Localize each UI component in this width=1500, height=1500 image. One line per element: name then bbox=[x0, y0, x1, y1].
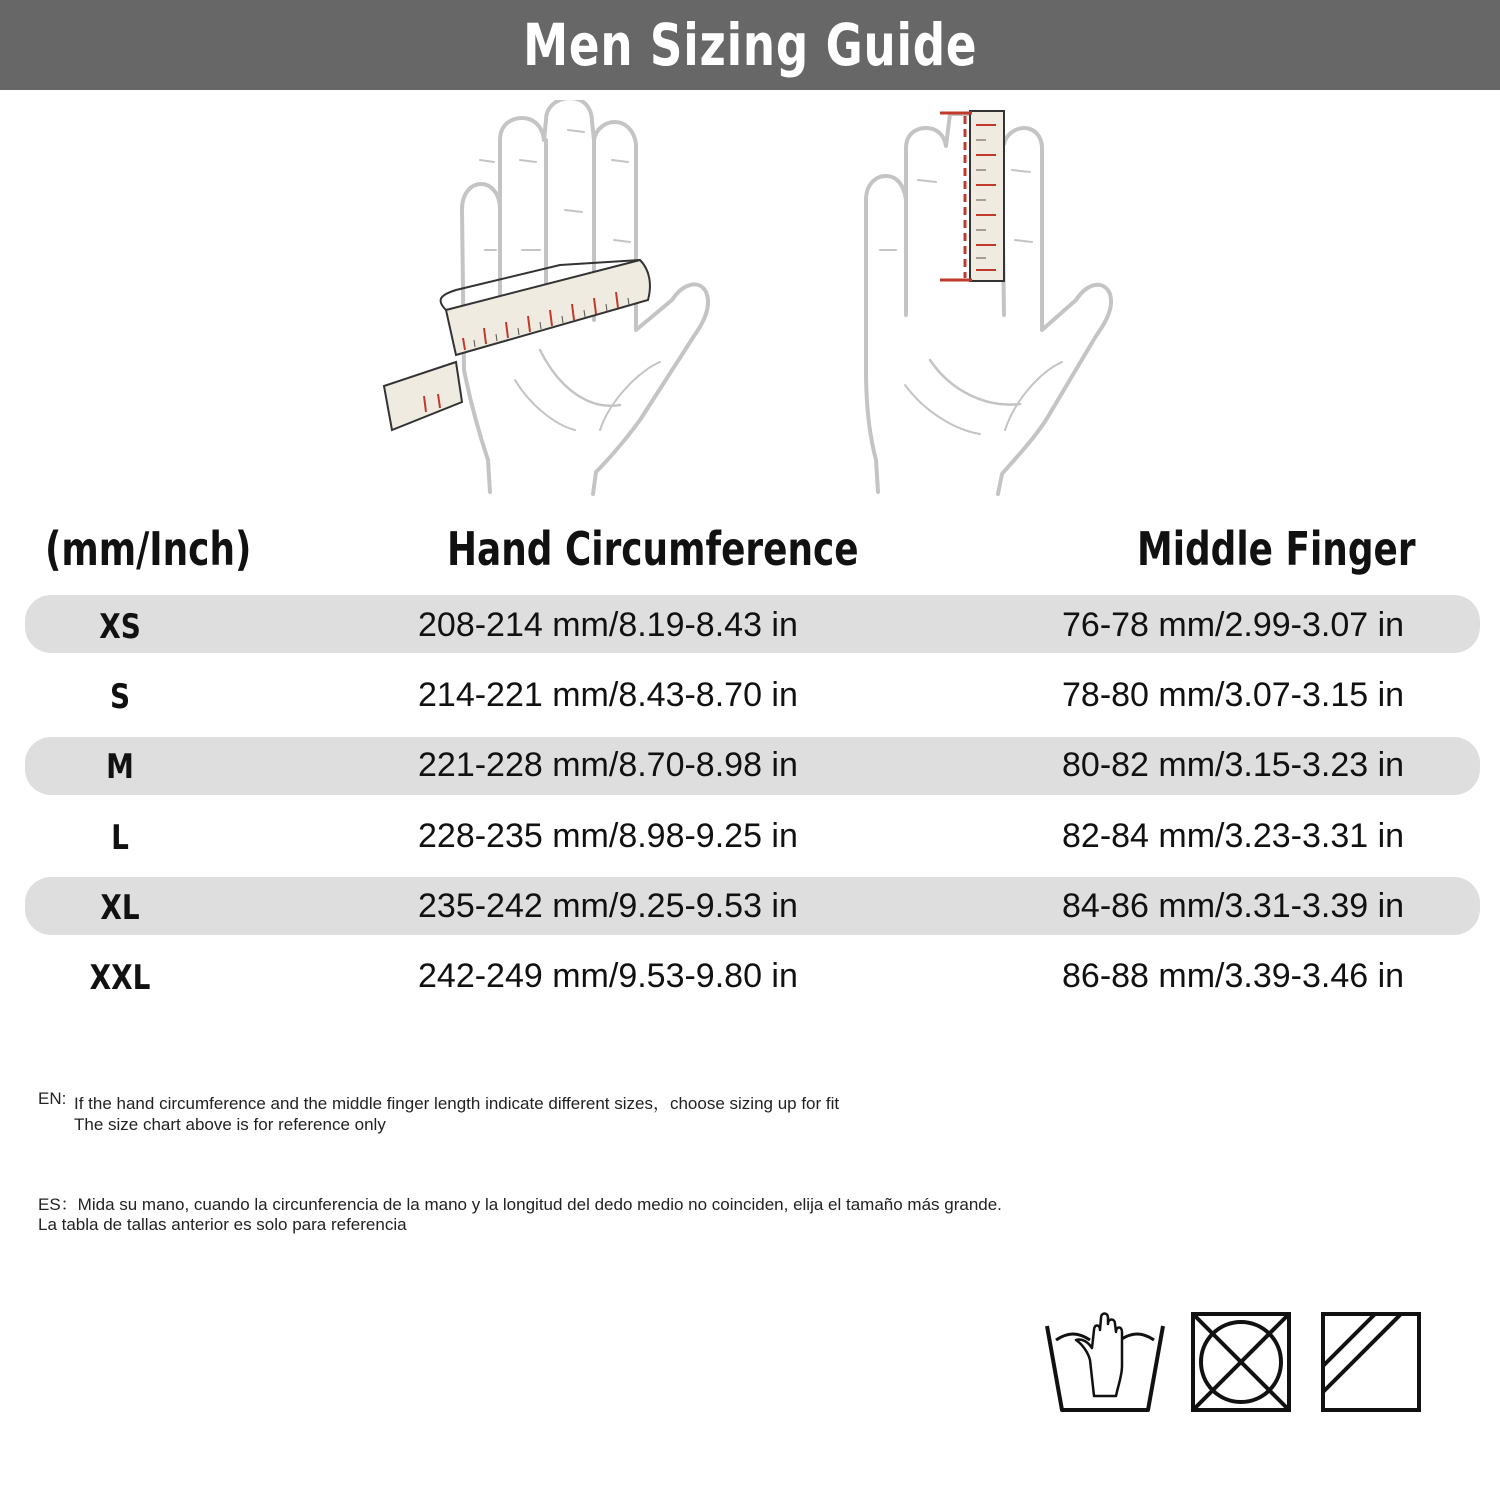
middle-finger-value: 76-78 mm/2.99-3.07 in bbox=[1062, 606, 1405, 644]
hand-circumference-value: 208-214 mm/8.19-8.43 in bbox=[418, 606, 798, 644]
hand-circumference-value: 242-249 mm/9.53-9.80 in bbox=[418, 957, 798, 995]
note-en-line2: The size chart above is for reference only bbox=[74, 1115, 386, 1134]
size-label: XL bbox=[100, 888, 140, 928]
ruler-middle-finger bbox=[940, 111, 1004, 281]
middle-finger-value: 80-82 mm/3.15-3.23 in bbox=[1062, 746, 1405, 784]
hand-circumference-value: 221-228 mm/8.70-8.98 in bbox=[418, 746, 798, 784]
measurement-illustration bbox=[0, 100, 1500, 510]
column-header-middle-finger: Middle Finger bbox=[1137, 522, 1416, 576]
note-en-line1: If the hand circumference and the middle finger length indicate different sizes，choose sizing up for fit bbox=[74, 1094, 840, 1113]
size-label: XS bbox=[99, 607, 141, 647]
hand-circumference-value: 214-221 mm/8.43-8.70 in bbox=[418, 676, 798, 714]
size-label: S bbox=[109, 677, 131, 717]
hand-circumference-value: 235-242 mm/9.25-9.53 in bbox=[418, 887, 798, 925]
middle-finger-value: 86-88 mm/3.39-3.46 in bbox=[1062, 957, 1405, 995]
note-en-prefix: EN: bbox=[38, 1089, 67, 1108]
middle-finger-value: 78-80 mm/3.07-3.15 in bbox=[1062, 676, 1405, 714]
size-label: M bbox=[106, 747, 134, 787]
middle-finger-value: 84-86 mm/3.31-3.39 in bbox=[1062, 887, 1405, 925]
hand-wash-icon bbox=[1044, 1310, 1166, 1412]
column-header-hand-circumference: Hand Circumference bbox=[447, 522, 859, 576]
middle-finger-value: 82-84 mm/3.23-3.31 in bbox=[1062, 817, 1405, 855]
note-es-line1: ES：Mida su mano, cuando la circunferencia de la mano y la longitud del dedo medio no coinciden, elija el tamaño más grande. bbox=[38, 1195, 1002, 1214]
unit-label: (mm/Inch) bbox=[45, 522, 252, 576]
page-title: Men Sizing Guide bbox=[522, 11, 978, 79]
tape-measure-wrist bbox=[384, 260, 650, 430]
dry-in-shade-icon bbox=[1321, 1312, 1421, 1412]
note-es-line2: La tabla de tallas anterior es solo para referencia bbox=[38, 1215, 407, 1234]
page-header bbox=[0, 0, 1500, 90]
hand-circumference-value: 228-235 mm/8.98-9.25 in bbox=[418, 817, 798, 855]
size-label: XXL bbox=[89, 958, 151, 998]
do-not-tumble-dry-icon bbox=[1191, 1312, 1291, 1412]
size-label: L bbox=[111, 818, 129, 858]
